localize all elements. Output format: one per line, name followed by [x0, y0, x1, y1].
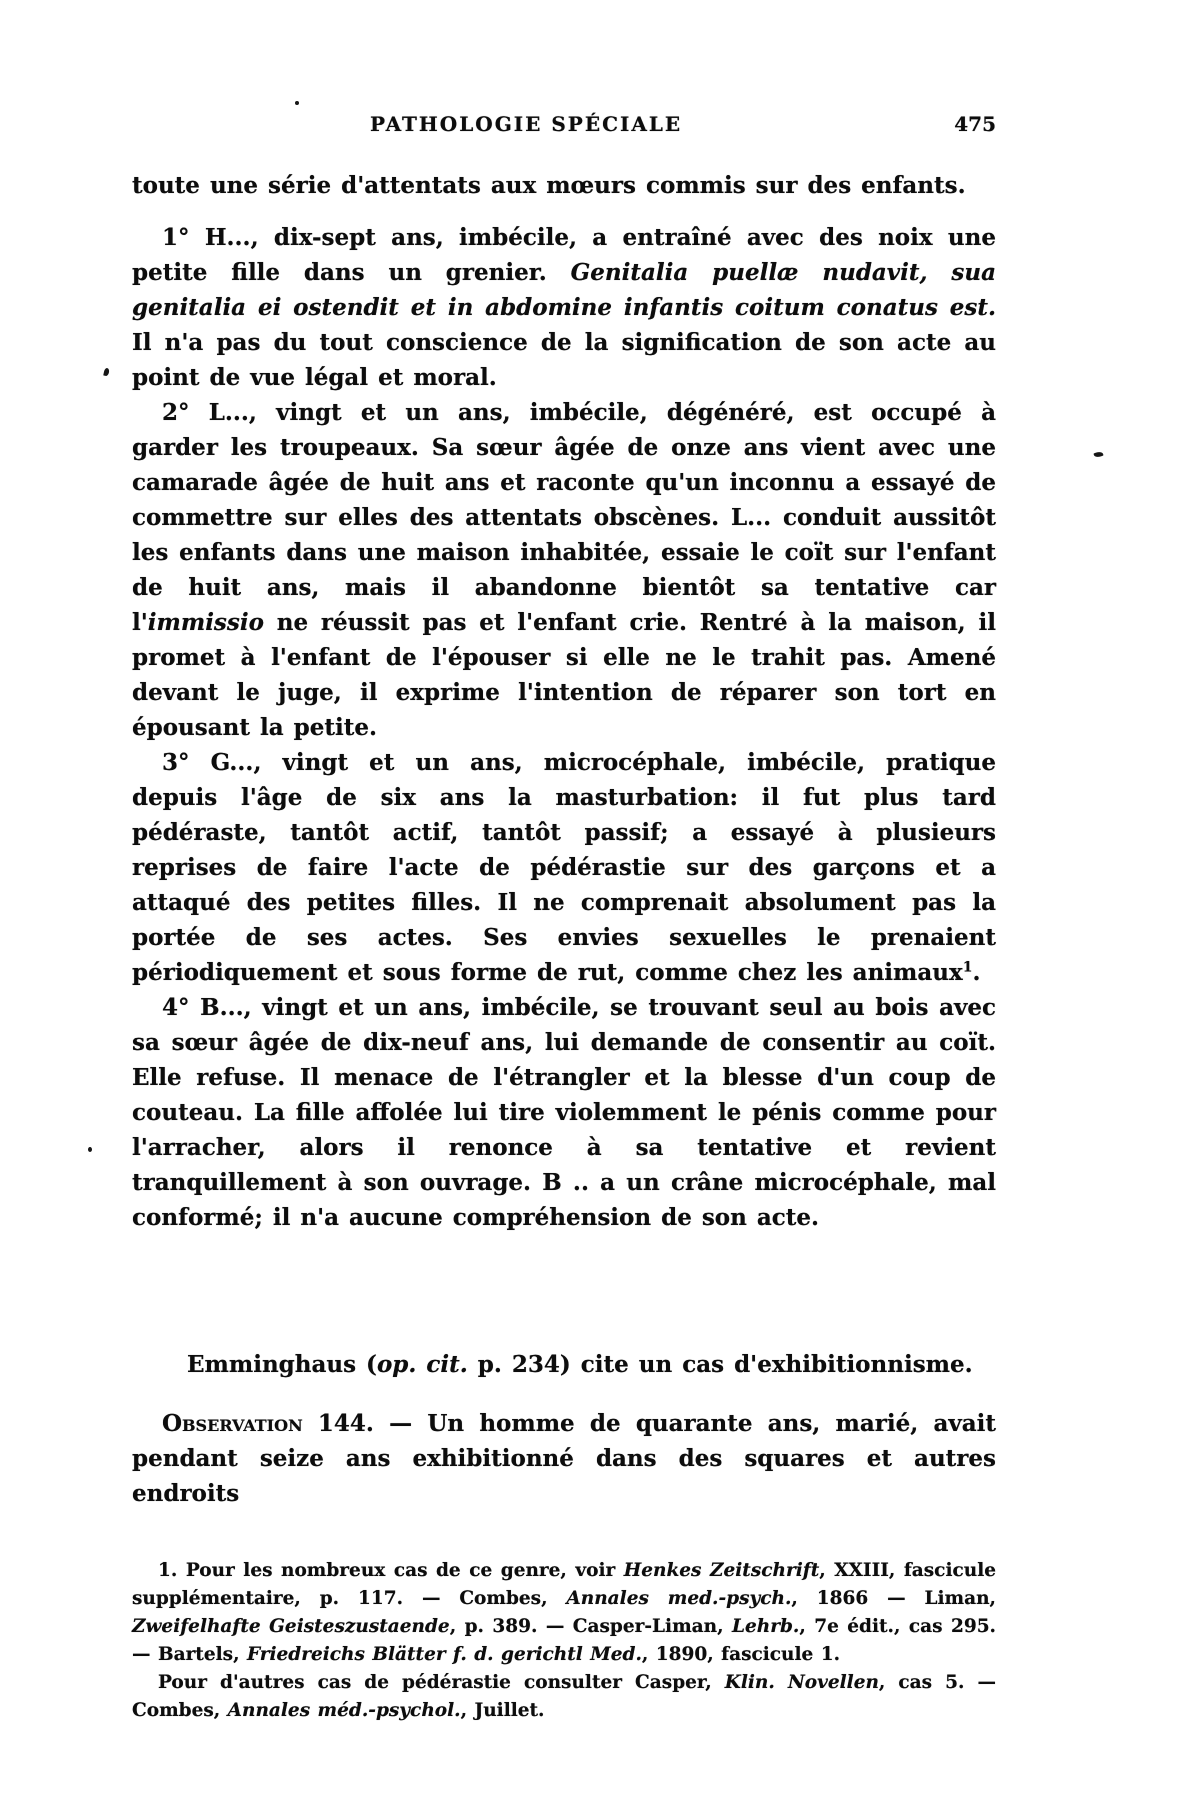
scan-artifact-comma	[103, 368, 110, 377]
text-run: p. 234) cite un cas d'exhibitionnisme.	[467, 1351, 973, 1378]
work-title-italic: Zweifelhafte Geisteszustaende	[132, 1616, 450, 1637]
text-block	[132, 168, 996, 1511]
work-title-italic: Henkes Zeitschrift	[623, 1560, 820, 1581]
page-number: 475	[954, 112, 996, 136]
work-title-italic: Annales med.-psych.	[566, 1588, 792, 1609]
text-run: Pour d'autres cas de pédérastie consulter Casper,	[158, 1672, 725, 1693]
running-head	[132, 112, 996, 142]
text-run: , 1866 — Liman,	[791, 1588, 996, 1609]
paragraph-case-2	[132, 395, 996, 745]
text-run: , Juillet.	[460, 1700, 545, 1721]
scan-artifact-dot	[295, 101, 299, 105]
text-run: 1° H..., dix-sept ans, imbécile, a entraîné avec des noix une petite fille dans un grenier.	[132, 224, 996, 286]
footnote-1	[132, 1557, 996, 1669]
text-run: 4° B..., vingt et un ans, imbécile, se trouvant seul au bois avec sa sœur âgée de dix-neuf ans, lui demande de consentir au coït. Elle refuse. Il menace de l'étrangler et la blesse d'un coup de couteau. La fille affolée lui tire violemment le pénis comme pour l'arracher, alors il renonce à sa tentative et revient tranquillement à son ouvrage. B .. a un crâne microcéphale, mal conformé; il n'a aucune compréhension de son acte.	[132, 994, 996, 1231]
latin-italic-run: Genitalia puellæ nudavit, sua genitalia ei ostendit et in abdomine infantis coitum conatus est.	[132, 259, 996, 321]
text-run: Il n'a pas du tout conscience de la signification de son acte au point de vue légal et moral.	[132, 329, 996, 391]
text-run: 144. — Un homme de quarante ans, marié, avait pendant seize ans exhibitionné dans des squares et autres endroits	[132, 1410, 996, 1507]
text-run: .	[972, 959, 981, 986]
text-run: 3° G..., vingt et un ans, microcéphale, imbécile, pratique depuis l'âge de six ans la masturbation: il fut plus tard pédéraste, tantôt actif, tantôt passif; a essayé à plusieurs reprises de faire l'acte de pédérastie sur des garçons et a attaqué des petites filles. Il ne comprenait absolument pas la portée de ses actes. Ses envies sexuelles le prenaient périodiquement et sous forme de rut, comme chez les animaux	[132, 749, 996, 986]
latin-italic-run: op. cit.	[376, 1351, 468, 1378]
text-run: ne réussit pas et l'enfant crie. Rentré à la maison, il promet à l'enfant de l'épouser si elle ne le trahit pas. Amené devant le juge, il exprime l'intention de réparer son tort en épousant la petite.	[132, 609, 996, 741]
work-title-italic: Friedreichs Blätter f. d. gerichtl Med.	[246, 1644, 642, 1665]
text-run: toute une série d'attentats aux mœurs commis sur des enfants.	[132, 172, 966, 199]
footnotes-block	[132, 1557, 996, 1725]
work-title-italic: Lehrb.	[731, 1616, 800, 1637]
page-content	[132, 112, 996, 1725]
work-title-italic: Annales méd.-psychol.	[227, 1700, 461, 1721]
text-run: 1. Pour les nombreux cas de ce genre, voir	[158, 1560, 624, 1581]
text-run: , XXIII, fascicule supplémentaire, p. 117. — Combes,	[132, 1560, 996, 1609]
latin-italic-run: immissio	[147, 609, 264, 636]
footnote-2	[132, 1669, 996, 1725]
paragraph-case-4	[132, 990, 996, 1235]
paragraph-intro	[132, 168, 996, 203]
text-run: 2° L..., vingt et un ans, imbécile, dégénéré, est occupé à garder les troupeaux. Sa sœur âgée de onze ans vient avec une camarade âgée de huit ans et raconte qu'un inconnu a essayé de commettre sur elles des attentats obscènes. L... conduit aussitôt les enfants dans une maison inhabitée, essaie le coït sur l'enfant de huit ans, mais il abandonne bientôt sa tentative car l'	[132, 399, 996, 636]
scan-artifact-tick	[1093, 451, 1103, 459]
observation-label: Observation	[162, 1410, 303, 1437]
paragraph-case-3	[132, 745, 996, 990]
text-run: Emminghaus (	[187, 1351, 377, 1378]
text-run: , p. 389. — Casper-Liman,	[449, 1616, 732, 1637]
scan-artifact-dot	[88, 1147, 92, 1152]
footnote-reference-1: 1	[962, 959, 973, 976]
text-run: , 1890, fascicule 1.	[641, 1644, 841, 1665]
text-run: , cas 5. — Combes,	[132, 1672, 996, 1721]
running-title: PATHOLOGIE SPÉCIALE	[370, 112, 683, 136]
paragraph-observation-144	[132, 1406, 996, 1511]
work-title-italic: Klin. Novellen	[724, 1672, 879, 1693]
paragraph-case-1	[132, 220, 996, 395]
text-run: , 7e édit., cas 295. — Bartels,	[132, 1616, 997, 1665]
paragraph-citation-emminghaus	[132, 1347, 996, 1382]
